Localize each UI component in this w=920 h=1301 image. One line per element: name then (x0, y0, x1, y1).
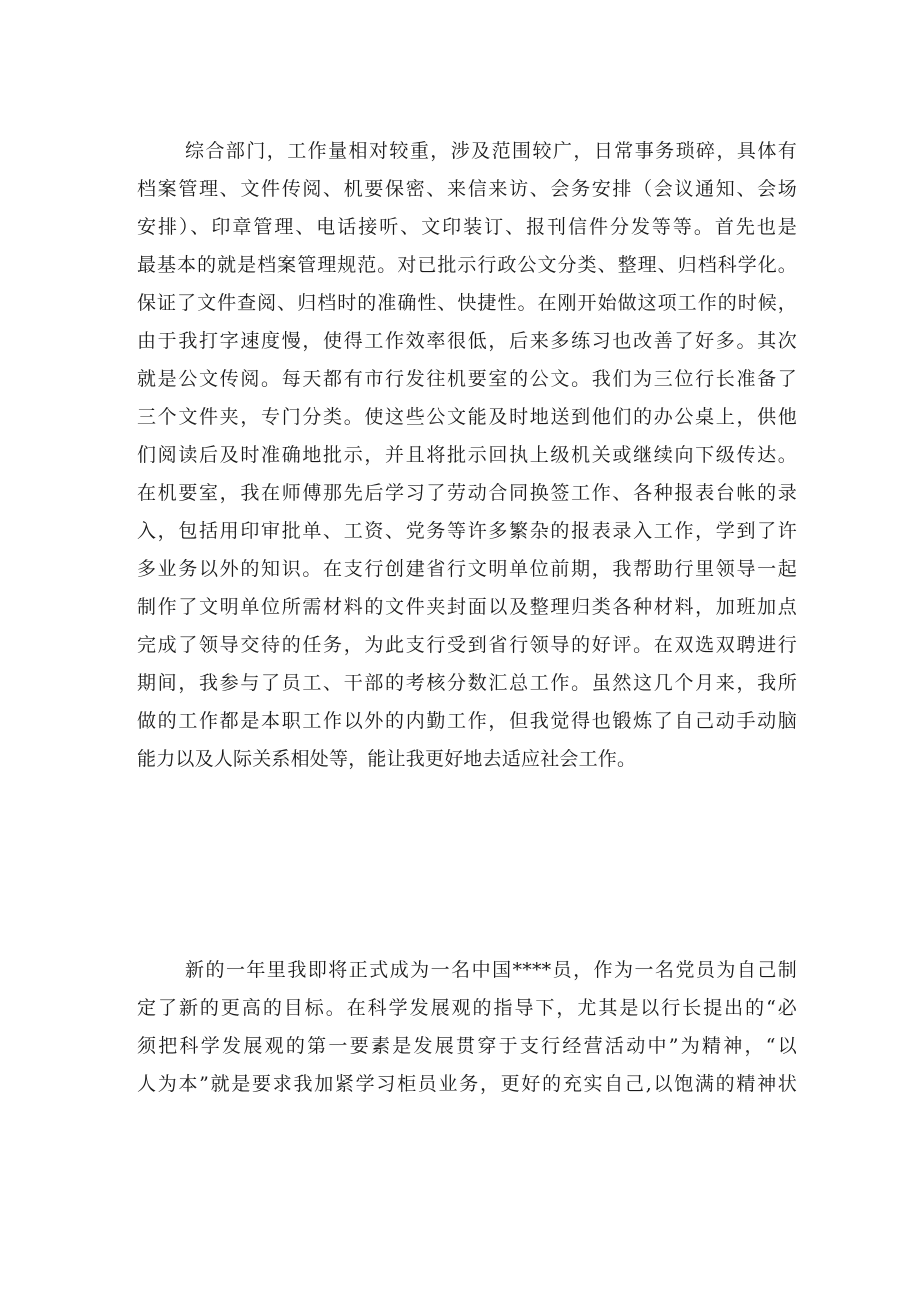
paragraph-line: 能力以及人际关系相处等，能让我更好地去适应社会工作。 (137, 748, 637, 770)
paragraph-line: 期间，我参与了员工、干部的考核分数汇总工作。虽然这几个月来，我所 (137, 672, 797, 694)
paragraph-line: 定了新的更高的目标。在科学发展观的指导下，尤其是以行长提出的“必 (137, 997, 797, 1019)
paragraph-line: 制作了文明单位所需材料的文件夹封面以及整理归类各种材料，加班加点 (137, 596, 797, 618)
paragraph-line: 三个文件夹，专门分类。使这些公文能及时地送到他们的办公桌上，供他 (137, 406, 797, 428)
paragraph-line: 须把科学发展观的第一要素是发展贯穿于支行经营活动中”为精神，“以 (137, 1035, 797, 1057)
paragraph-2 (137, 951, 797, 1103)
paragraph-line: 档案管理、文件传阅、机要保密、来信来访、会务安排（会议通知、会场 (137, 178, 797, 200)
paragraph-line: 在机要室，我在师傅那先后学习了劳动合同换签工作、各种报表台帐的录 (137, 482, 797, 504)
paragraph-line: 就是公文传阅。每天都有市行发往机要室的公文。我们为三位行长准备了 (137, 368, 797, 390)
paragraph-line: 人为本”就是要求我加紧学习柜员业务，更好的充实自己,以饱满的精神状 (137, 1073, 797, 1095)
paragraph-line: 综合部门，工作量相对较重，涉及范围较广，日常事务琐碎，具体有 (185, 140, 797, 162)
paragraph-line: 由于我打字速度慢，使得工作效率很低，后来多练习也改善了好多。其次 (137, 330, 797, 352)
paragraph-1 (137, 132, 797, 778)
paragraph-line: 做的工作都是本职工作以外的内勤工作，但我觉得也锻炼了自己动手动脑 (137, 710, 797, 732)
paragraph-line: 完成了领导交待的任务，为此支行受到省行领导的好评。在双选双聘进行 (137, 634, 797, 656)
paragraph-line: 们阅读后及时准确地批示，并且将批示回执上级机关或继续向下级传达。 (137, 444, 797, 466)
paragraph-line: 保证了文件查阅、归档时的准确性、快捷性。在刚开始做这项工作的时候， (137, 292, 797, 314)
paragraph-line: 安排）、印章管理、电话接听、文印装订、报刊信件分发等等。首先也是 (137, 216, 797, 238)
paragraph-line: 入，包括用印审批单、工资、党务等许多繁杂的报表录入工作，学到了许 (137, 520, 797, 542)
paragraph-line: 多业务以外的知识。在支行创建省行文明单位前期，我帮助行里领导一起 (137, 558, 797, 580)
paragraph-line: 新的一年里我即将正式成为一名中国****员，作为一名党员为自己制 (185, 959, 797, 981)
paragraph-line: 最基本的就是档案管理规范。对已批示行政公文分类、整理、归档科学化。 (137, 254, 797, 276)
